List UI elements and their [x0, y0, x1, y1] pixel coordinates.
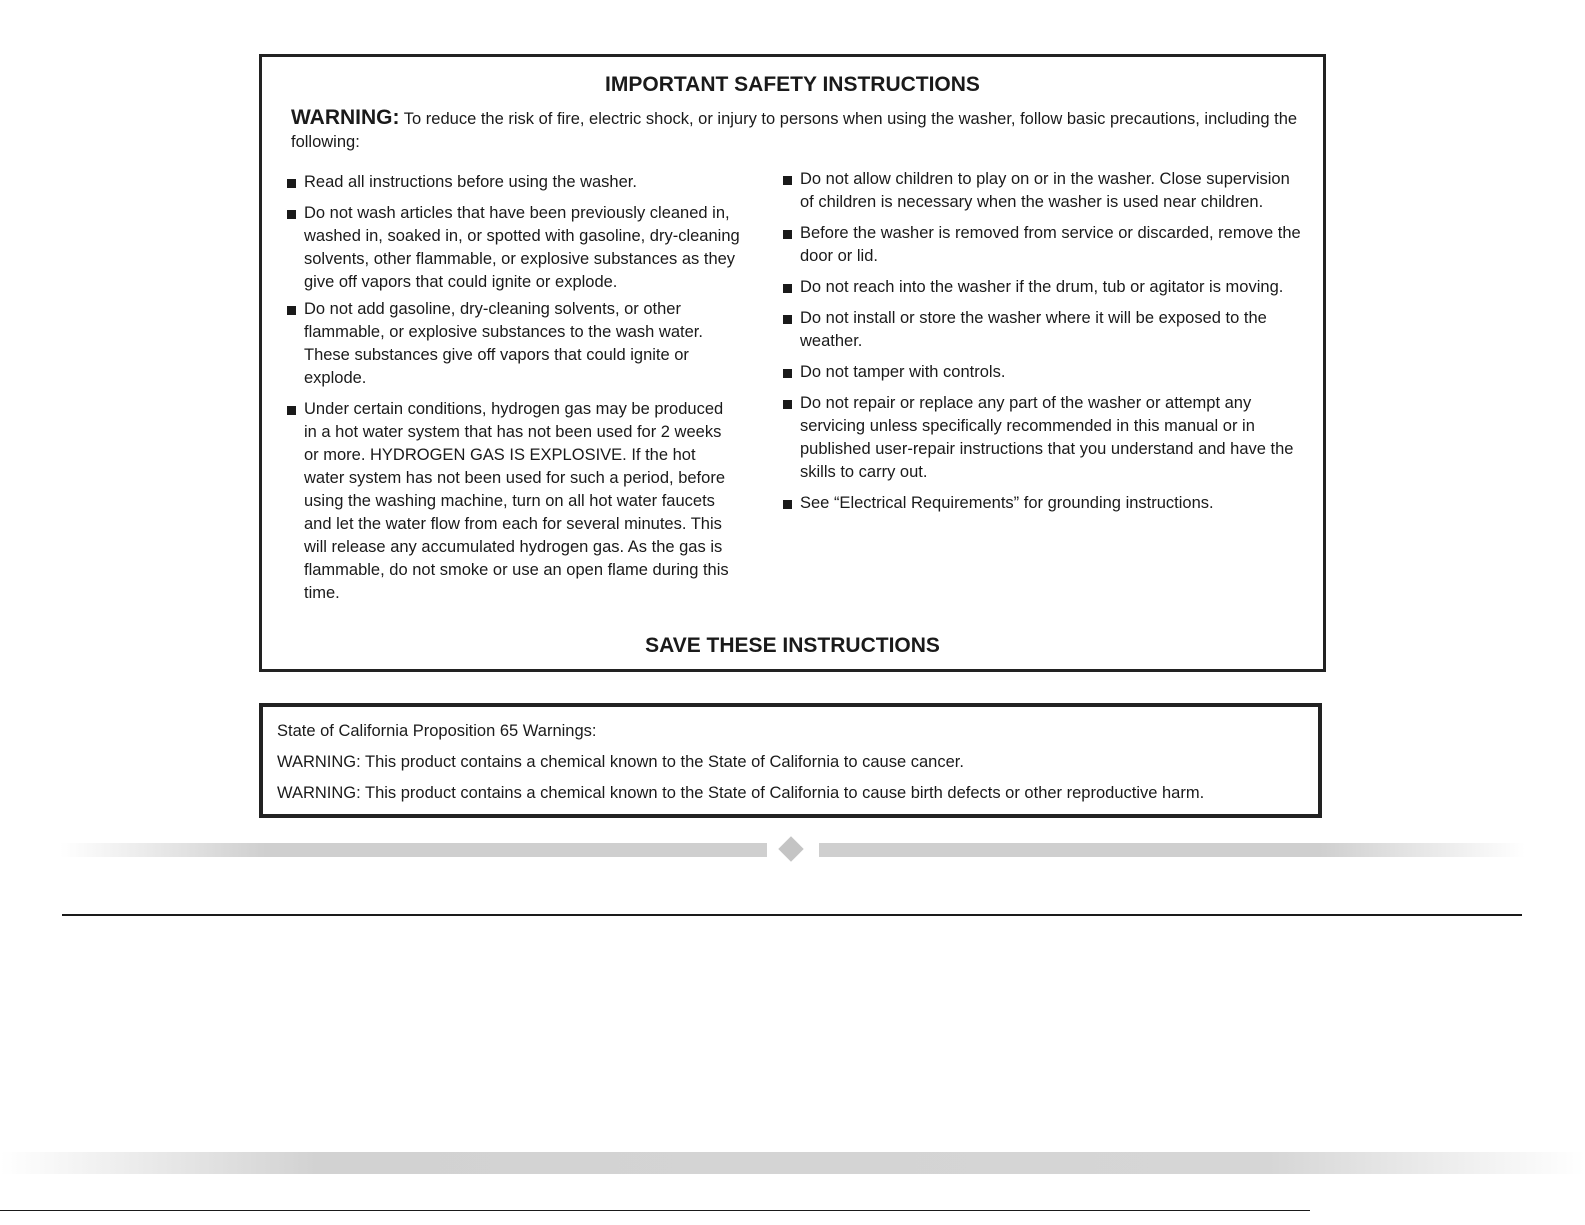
warning-intro — [291, 106, 1301, 154]
square-bullet-icon — [287, 179, 296, 188]
safety-item — [285, 398, 740, 605]
prop65-heading: State of California Proposition 65 Warnings: — [277, 722, 597, 740]
square-bullet-icon — [287, 306, 296, 315]
square-bullet-icon — [783, 315, 792, 324]
safety-item-text: Read all instructions before using the washer. — [304, 173, 637, 191]
safety-item-text: Do not repair or replace any part of the washer or attempt any servicing unless specifically recommended in this manual or in published user-repair instructions that you understand and have the skills to carry out. — [800, 394, 1294, 481]
safety-item — [285, 202, 740, 294]
safety-item-text: Before the washer is removed from service or discarded, remove the door or lid. — [800, 224, 1301, 265]
save-instructions-heading: SAVE THESE INSTRUCTIONS — [645, 634, 940, 657]
safety-item — [285, 171, 740, 194]
safety-item-text: Do not allow children to play on or in the washer. Close supervision of children is necessary when the washer is used near children. — [800, 170, 1290, 211]
cancer-warning: WARNING: This product contains a chemical known to the State of California to cause cancer. — [277, 753, 964, 771]
safety-item — [781, 307, 1301, 353]
safety-list-right — [781, 168, 1301, 523]
safety-item — [781, 168, 1301, 214]
safety-item-text: Do not add gasoline, dry-cleaning solvents, or other flammable, or explosive substances to the wash water. These substances give off vapors that could ignite or explode. — [304, 300, 703, 387]
square-bullet-icon — [783, 500, 792, 509]
safety-item — [781, 222, 1301, 268]
bottom-rule — [0, 1210, 1310, 1211]
safety-item-text: Do not wash articles that have been previously cleaned in, washed in, soaked in, or spotted with gasoline, dry-cleaning solvents, other flammable, or explosive substances as they give off vapors that could ignite or explode. — [304, 204, 740, 291]
warning-label: WARNING: — [291, 106, 400, 129]
safety-instructions-box — [259, 54, 1326, 672]
safety-item-text: Under certain conditions, hydrogen gas may be produced in a hot water system that has not been used for 2 weeks or more. HYDROGEN GAS IS EXPLOSIVE. If the hot water system has not been used for such a period, before using the washing machine, turn on all hot water faucets and let the water flow from each for several minutes. This will release any accumulated hydrogen gas. As the gas is flammable, do not smoke or use an open flame during this time. — [304, 400, 729, 602]
square-bullet-icon — [783, 369, 792, 378]
safety-item-text: Do not install or store the washer where it will be exposed to the weather. — [800, 309, 1267, 350]
birth-defects-warning: WARNING: This product contains a chemical known to the State of California to cause birth defects or other reproductive harm. — [277, 784, 1205, 802]
prop65-warning-box — [259, 703, 1322, 818]
warning-text: To reduce the risk of fire, electric shock, or injury to persons when using the washer, follow basic precautions, including the following: — [291, 110, 1298, 151]
safety-title: IMPORTANT SAFETY INSTRUCTIONS — [605, 73, 980, 96]
safety-item — [781, 276, 1301, 299]
footer-gradient-bar — [0, 1152, 1585, 1174]
square-bullet-icon — [287, 210, 296, 219]
square-bullet-icon — [783, 230, 792, 239]
square-bullet-icon — [287, 406, 296, 415]
safety-item — [781, 361, 1301, 384]
safety-item — [285, 298, 740, 390]
safety-list-left — [285, 171, 740, 613]
horizontal-rule — [62, 914, 1522, 916]
square-bullet-icon — [783, 284, 792, 293]
square-bullet-icon — [783, 176, 792, 185]
safety-item — [781, 392, 1301, 484]
safety-item-text: Do not tamper with controls. — [800, 363, 1006, 381]
safety-item-text: Do not reach into the washer if the drum, tub or agitator is moving. — [800, 278, 1284, 296]
safety-item — [781, 492, 1301, 515]
square-bullet-icon — [783, 400, 792, 409]
safety-item-text: See “Electrical Requirements” for grounding instructions. — [800, 494, 1214, 512]
